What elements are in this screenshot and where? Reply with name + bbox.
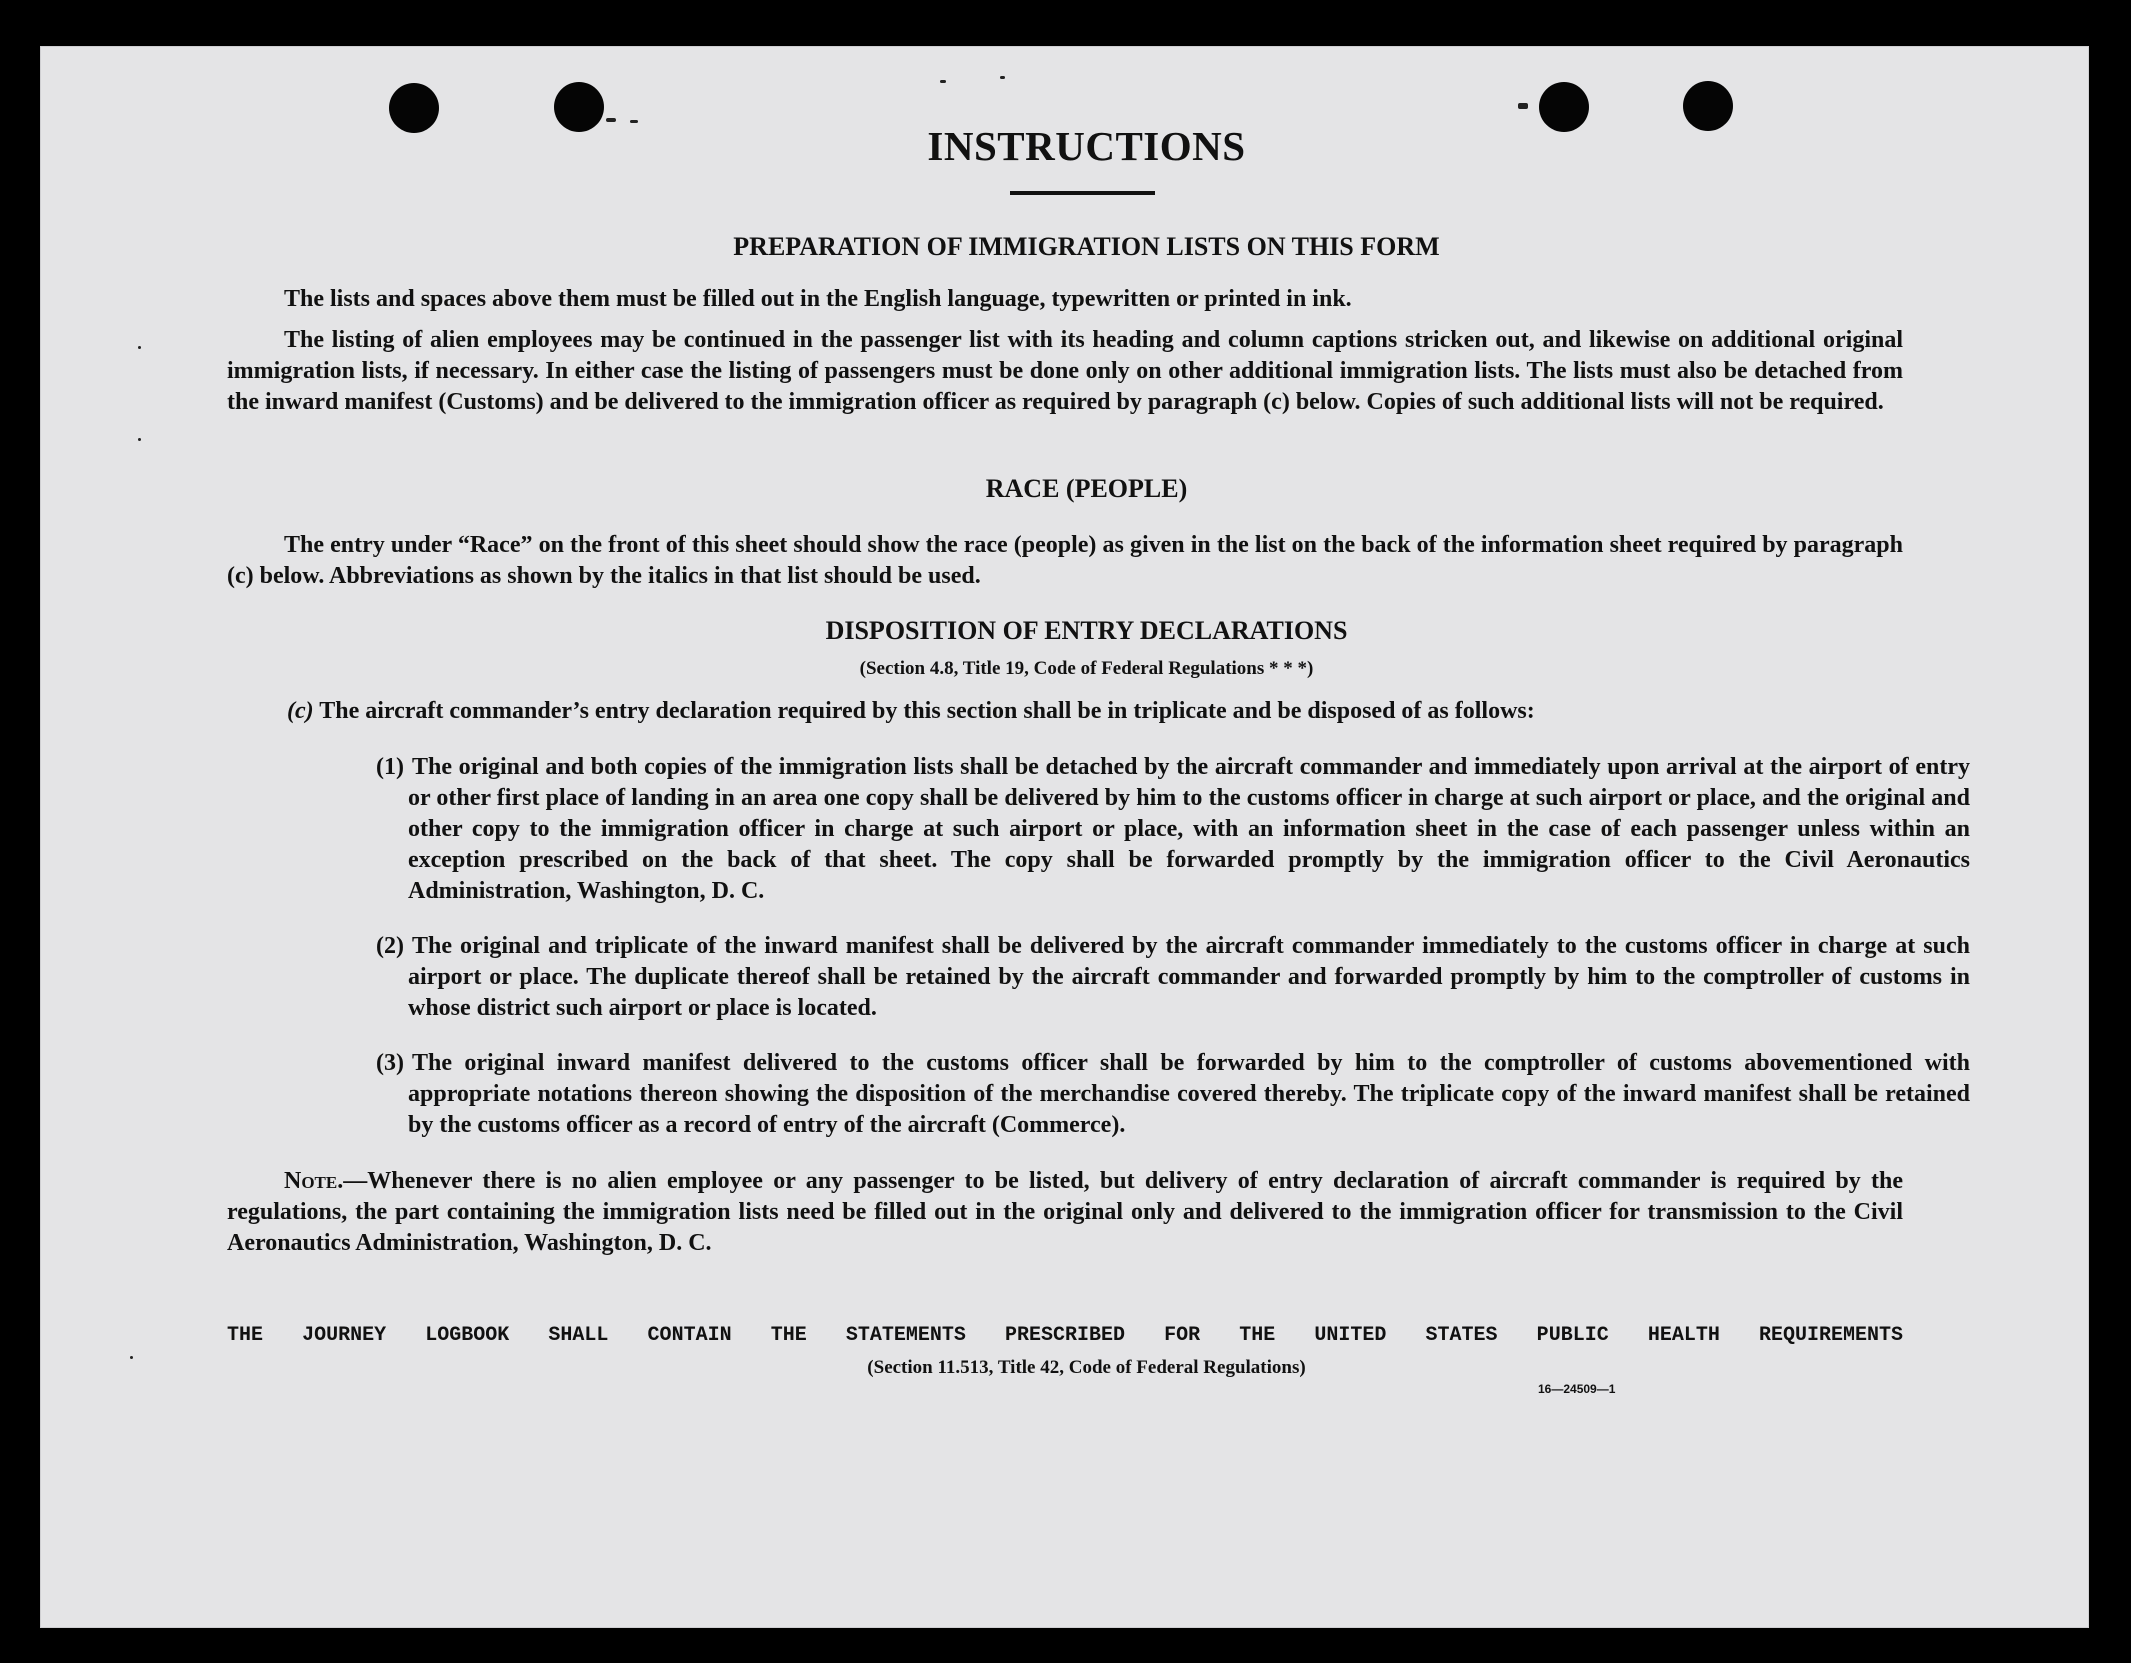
- paragraph-alien-employees: The listing of alien employees may be continued in the passenger list with its heading and column captions stricken out, and likewise on additional original immigration lists, if necessary. In either case the listing of passengers must be done only on other additional immigration lists. The lists must also be detached from the inward manifest (Customs) and be delivered to the immigration officer as required by paragraph (c) below. Copies of such additional lists will not be required.: [227, 327, 1903, 415]
- note-label: Note.: [284, 1168, 344, 1194]
- section-reference-title19: (Section 4.8, Title 19, Code of Federal Regulations * * *): [859, 658, 1314, 679]
- footer-reference-title42: (Section 11.513, Title 42, Code of Federal Regulations): [867, 1357, 1306, 1378]
- list-item: [378, 1048, 1970, 1141]
- paragraph-race-entry: The entry under “Race” on the front of this sheet should show the race (people) as given in the list on the back of the information sheet required by paragraph (c) below. Abbreviations as shown by the italics in that list should be used.: [227, 532, 1903, 589]
- form-number: 16—24509—1: [1538, 1382, 1616, 1396]
- section-heading-preparation: PREPARATION OF IMMIGRATION LISTS ON THIS FORM: [733, 232, 1440, 261]
- scan-speck: [1000, 76, 1005, 79]
- list-item-number: (3): [376, 1050, 404, 1076]
- section-heading-disposition: DISPOSITION OF ENTRY DECLARATIONS: [825, 616, 1348, 645]
- document-sheet: [40, 46, 2089, 1628]
- list-item-text: The original and both copies of the immigration lists shall be detached by the aircraft commander and immediately upon arrival at the airport of entry or other first place of landing in an area one copy shall be delivered by him to the customs officer in charge at such airport or place, and the original and other copy to the immigration officer in charge at such airport or place, with an information sheet in the case of each passenger unless within an exception prescribed on the back of that sheet. The copy shall be forwarded promptly by the immigration officer to the Civil Aeronautics Administration, Washington, D. C.: [408, 754, 1970, 904]
- note-text: —Whenever there is no alien employee or any passenger to be listed, but delivery of entry declaration of aircraft commander is required by the regulations, the part containing the immigration lists need be filled out in the original only and delivered to the immigration officer for transmission to the Civil Aeronautics Administration, Washington, D. C.: [227, 1168, 1903, 1256]
- scan-speck: [138, 346, 141, 349]
- list-item-number: (1): [376, 754, 404, 780]
- list-item: [378, 752, 1970, 907]
- list-item: [378, 931, 1970, 1024]
- section-heading-race: RACE (PEOPLE): [985, 474, 1188, 503]
- title-underline: [1010, 191, 1155, 195]
- footer-statement: THE JOURNEY LOGBOOK SHALL CONTAIN THE STATEMENTS PRESCRIBED FOR THE UNITED STATES PUBLIC HEALTH REQUIREMENTS: [227, 1324, 1903, 1347]
- paragraph-label-c: (c): [287, 698, 314, 724]
- paragraph-note: [227, 1166, 1903, 1259]
- scan-speck: [1518, 103, 1528, 109]
- paragraph-c-text: The aircraft commander’s entry declaration required by this section shall be in triplicate and be disposed of as follows:: [319, 698, 1535, 724]
- page-title: INSTRUCTIONS: [927, 123, 1246, 169]
- list-item-text: The original and triplicate of the inward manifest shall be delivered by the aircraft commander immediately to the customs officer in charge at such airport or place. The duplicate thereof shall be retained by the aircraft commander and forwarded promptly by him to the comptroller of customs in whose district such airport or place is located.: [408, 933, 1970, 1021]
- paragraph-c-intro: [287, 696, 1907, 727]
- list-item-number: (2): [376, 933, 404, 959]
- list-item-text: The original inward manifest delivered to the customs officer shall be forwarded by him to the comptroller of customs abovementioned with appropriate notations thereon showing the disposition of the merchandise covered thereby. The triplicate copy of the inward manifest shall be retained by the customs officer as a record of entry of the aircraft (Commerce).: [408, 1050, 1970, 1138]
- scan-speck: [138, 438, 141, 441]
- paragraph-english-language: The lists and spaces above them must be filled out in the English language, typewritten or printed in ink.: [284, 286, 1352, 312]
- scan-speck: [940, 80, 946, 83]
